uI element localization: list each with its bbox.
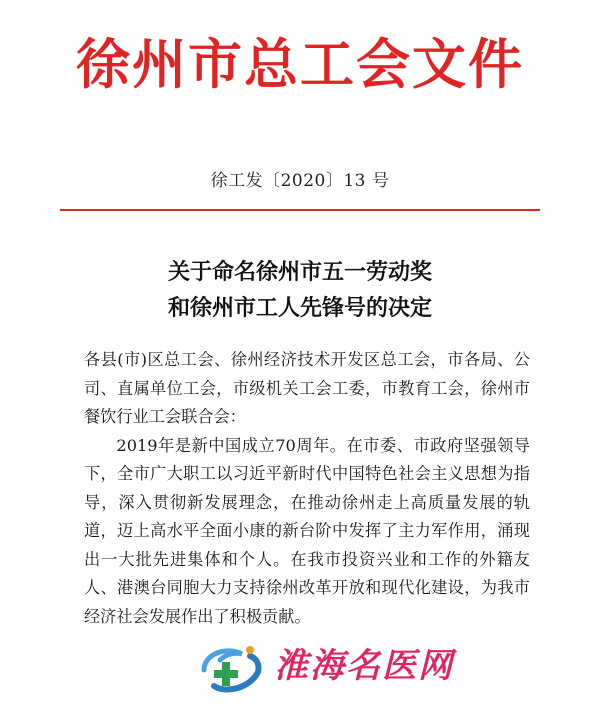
document-body	[84, 346, 530, 631]
addressee-paragraph: 各县(市)区总工会、徐州经济技术开发区总工会，市各局、公司、直属单位工会，市级机关工会工委，市教育工会，徐州市餐饮行业工会联合会：	[84, 350, 530, 426]
body-paragraph: 2019年是新中国成立70周年。在市委、市政府坚强领导下，全市广大职工以习近平新时代中国特色社会主义思想为指导，深入贯彻新发展理念，在推动徐州走上高质量发展的轨道，迈上高水平全面小康的新台阶中发挥了主力军作用，涌现出一大批先进集体和个人。在我市投资兴业和工作的外籍友人、港澳台同胞大力支持徐州改革开放和现代化建设，为我市经济社会发展作出了积极贡献。	[84, 435, 530, 626]
site-watermark	[196, 640, 454, 694]
document-number: 徐工发〔2020〕13 号	[210, 171, 390, 191]
document-masthead: 徐州市总工会文件	[76, 33, 524, 96]
watermark-text: 淮海名医网	[274, 646, 454, 686]
red-divider-line	[60, 209, 540, 211]
title-line-2: 和徐州市工人先锋号的决定	[167, 295, 432, 321]
document-title	[0, 254, 600, 326]
medical-cross-logo-icon	[196, 640, 266, 694]
title-line-1: 关于命名徐州市五一劳动奖	[167, 259, 432, 285]
